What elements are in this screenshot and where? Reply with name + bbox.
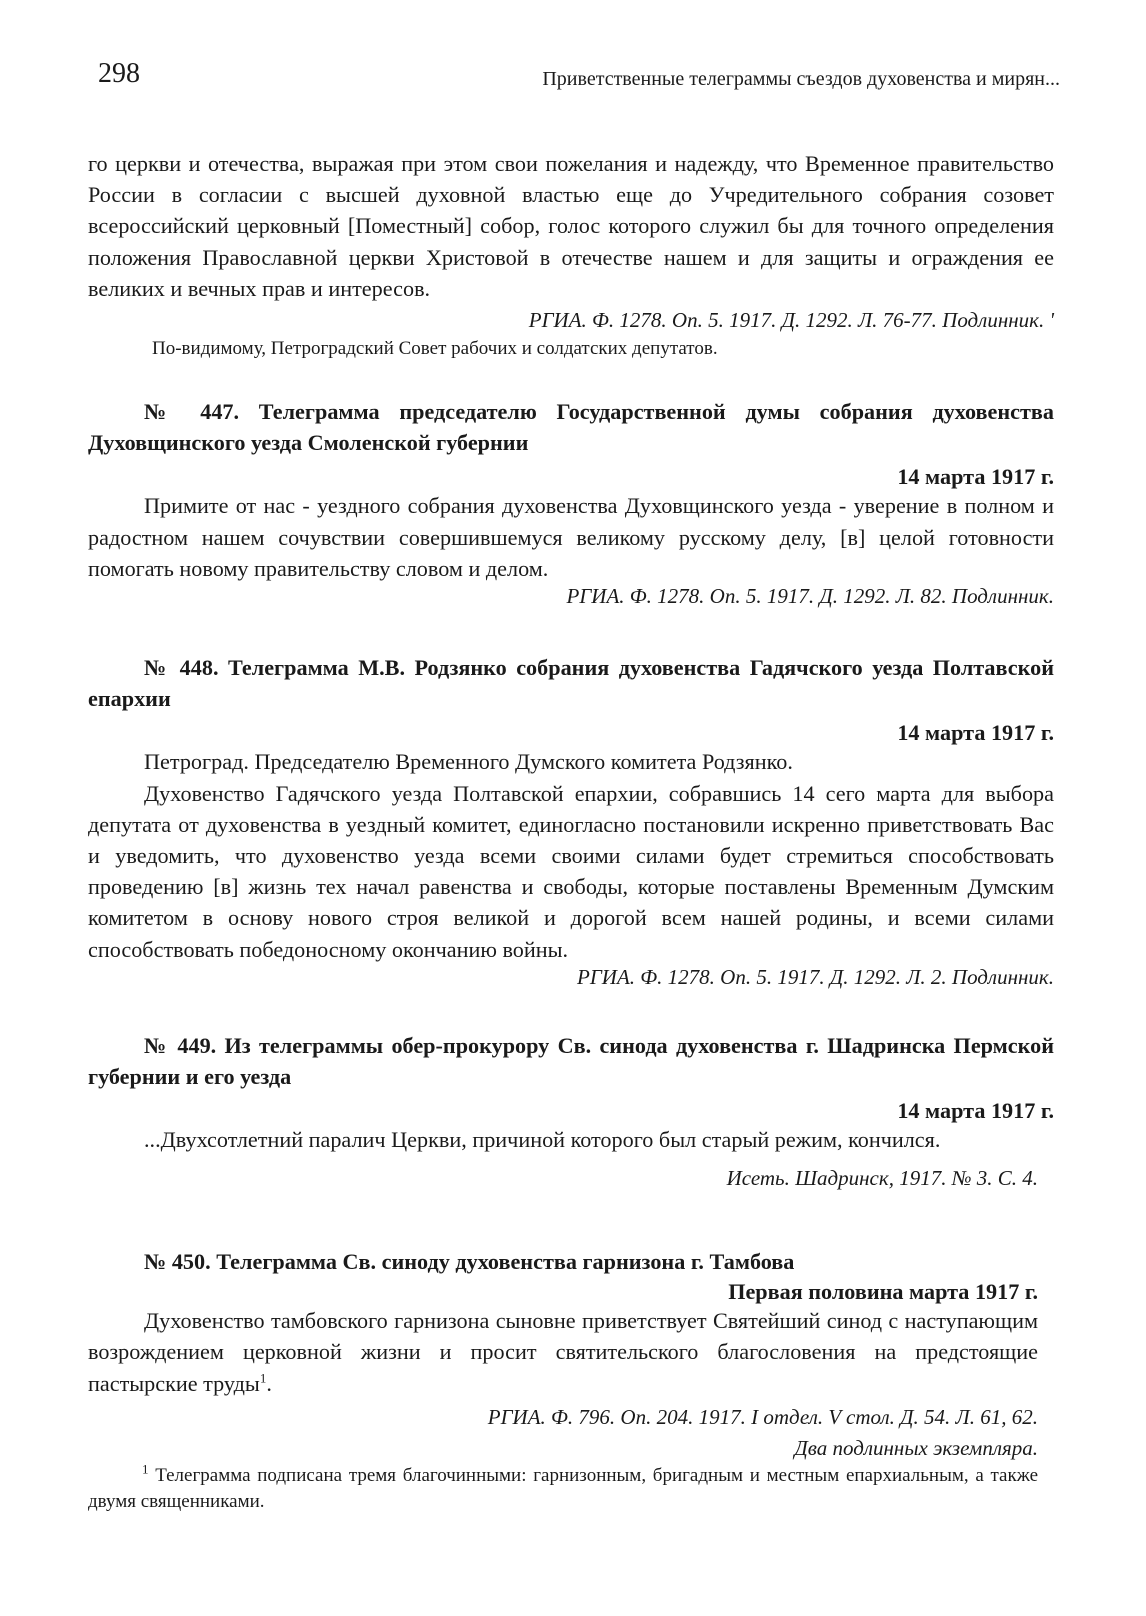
doc450-footnote-ref: 1 (259, 1370, 267, 1386)
doc447-heading: № 447. Телеграмма председателю Государственной думы собрания духовенства Духовщинского уезда Смоленской губернии (88, 399, 1054, 456)
intro-citation-text: РГИА. Ф. 1278. Оп. 5. 1917. Д. 1292. Л. 76-77. Подлинник. (528, 308, 1045, 333)
document-447 (88, 396, 1054, 609)
doc450-citation: РГИА. Ф. 796. Оп. 204. 1917. I отдел. V стол. Д. 54. Л. 61, 62. (487, 1404, 1038, 1429)
doc449-text: ...Двухсотлетний паралич Церкви, причиной которого был старый режим, кончился. (144, 1127, 941, 1153)
doc450-text-end: . (266, 1370, 272, 1396)
doc450-heading: № 450. Телеграмма Св. синоду духовенства гарнизона г. Тамбова (144, 1249, 795, 1274)
document-448 (88, 652, 1054, 990)
doc449-date: 14 марта 1917 г. (897, 1098, 1054, 1124)
document-449 (88, 1030, 1054, 1191)
running-title: Приветственные телеграммы съездов духовенства и мирян... (542, 68, 1060, 90)
intro-block (88, 148, 1054, 333)
intro-footnote: По-видимому, Петроградский Совет рабочих и солдатских депутатов. (152, 338, 718, 359)
doc448-heading: № 448. Телеграмма М.В. Родзянко собрания духовенства Гадячского уезда Полтавской епархии (88, 655, 1054, 712)
doc448-text: Духовенство Гадячского уезда Полтавской епархии, собравшись 14 сего марта для выбора депутата от духовенства в уездный комитет, единогласно постановили искренно приветствовать Вас и уведомить, что духовенство уезда всеми своими силами будет стремиться способствовать проведению [в] жизнь тех начал равенства и свободы, которые поставлены Временным Думским комитетом в основу нового строя великой и дорогой всем нашей родины, и всеми силами способствовать победоносному окончанию войны. (88, 780, 1054, 962)
doc447-date: 14 марта 1917 г. (897, 464, 1054, 490)
doc450-footnote-text: Телеграмма подписана тремя благочинными: гарнизонным, бригадным и местным епархиальным, а также двумя священниками. (88, 1464, 1039, 1512)
doc449-heading: № 449. Из телеграммы обер-прокурору Св. синода духовенства г. Шадринска Пермской губернии и его уезда (88, 1033, 1054, 1090)
doc450-footnote-marker: 1 (142, 1461, 149, 1477)
doc450-footnote (88, 1463, 1038, 1515)
page-number: 298 (98, 58, 140, 89)
intro-paragraph: го церкви и отечества, выражая при этом свои пожелания и надежду, что Временное правительство России в согласии с высшей духовной властью еще до Учредительного собрания созовет всероссийский церковный [Поместный] собор, голос которого служил бы для точного определения положения Православной церкви Христовой в отечестве нашем и для защиты и ограждения ее великих и вечных прав и интересов. (88, 151, 1054, 301)
doc447-text: Примите от нас - уездного собрания духовенства Духовщинского уезда - уверение в полном и радостном нашем сочувствии совершившемуся великому русскому делу, [в] целой готовности помогать новому правительству словом и делом. (88, 493, 1054, 581)
doc450-date: Первая половина марта 1917 г. (728, 1279, 1038, 1305)
doc448-citation: РГИА. Ф. 1278. Оп. 5. 1917. Д. 1292. Л. 2. Подлинник. (577, 964, 1054, 989)
doc447-citation: РГИА. Ф. 1278. Оп. 5. 1917. Д. 1292. Л. 82. Подлинник. (566, 584, 1054, 609)
intro-citation (88, 308, 1054, 333)
doc450-text: Духовенство тамбовского гарнизона сыновне приветствует Святейший синод с наступающим возрождением церковной жизни и просит святительского благословения на предстоящие пастырские труды (88, 1308, 1038, 1396)
intro-footnote-marker: ' (1049, 308, 1054, 333)
doc449-citation: Исеть. Шадринск, 1917. № 3. С. 4. (726, 1165, 1038, 1190)
doc448-address: Петроград. Председателю Временного Думского комитета Родзянко. (144, 749, 793, 775)
doc448-date: 14 марта 1917 г. (897, 720, 1054, 746)
doc450-citation-note: Два подлинных экземпляра. (794, 1435, 1038, 1460)
doc450-paragraph (88, 1305, 1038, 1399)
document-450 (88, 1246, 1038, 1515)
